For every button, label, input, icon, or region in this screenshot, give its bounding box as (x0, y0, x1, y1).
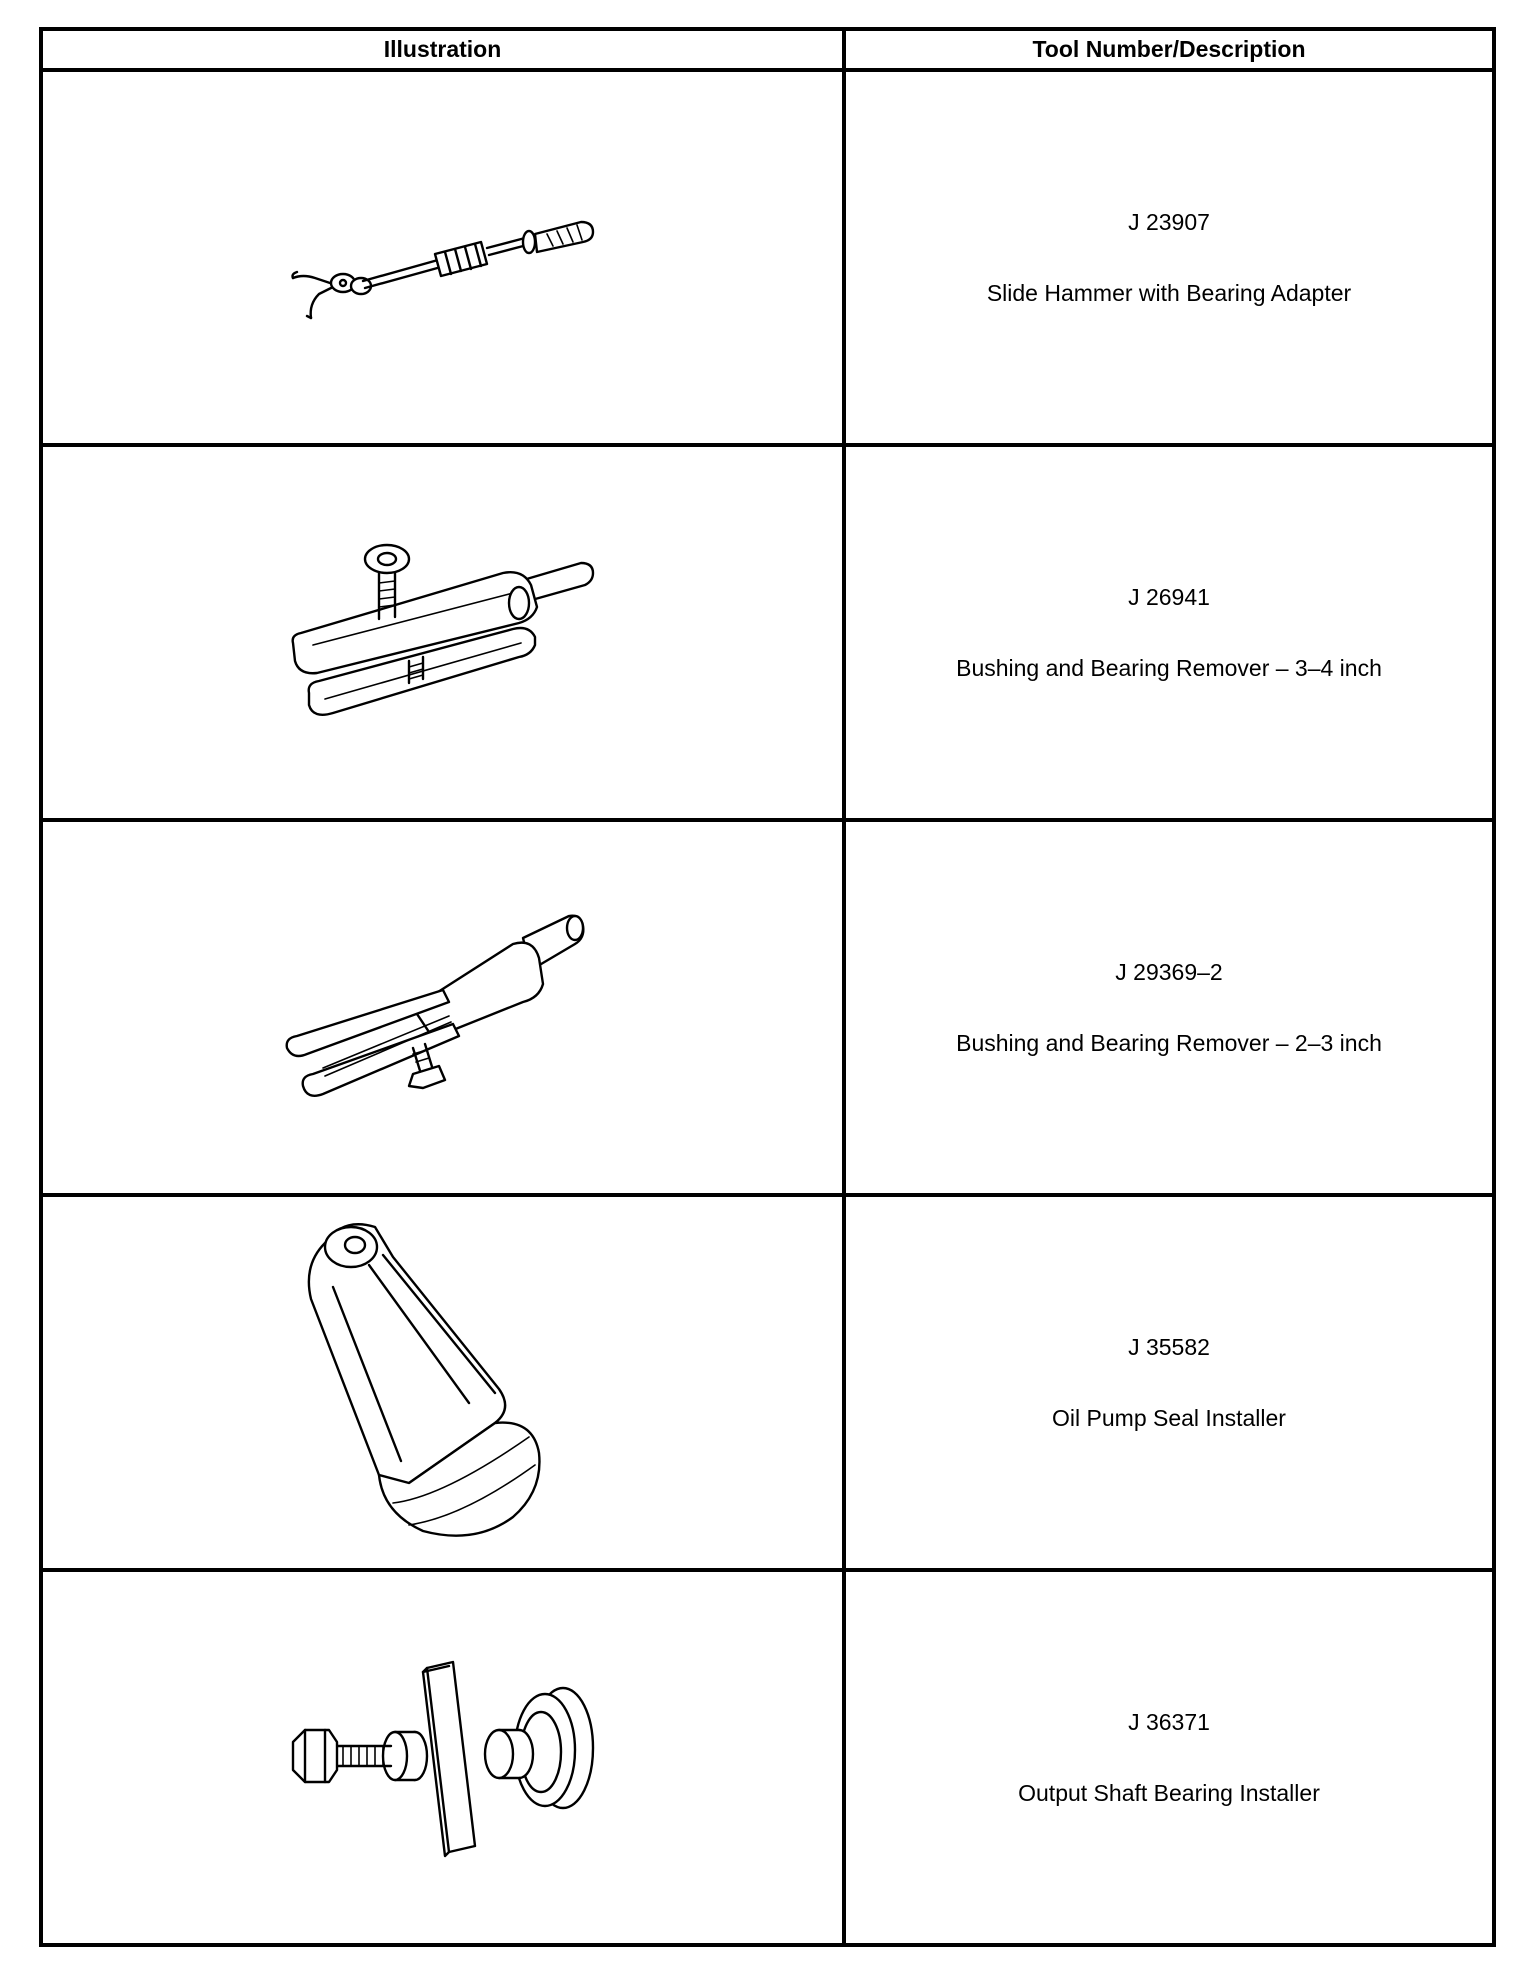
bushing-bearing-remover-small-icon (263, 898, 623, 1118)
oil-pump-seal-installer-icon (263, 1213, 623, 1553)
table-row (41, 70, 1494, 445)
tool-number: J 26941 (1128, 583, 1210, 610)
description-cell (844, 445, 1494, 820)
description-cell (844, 1195, 1494, 1570)
output-shaft-bearing-installer-icon (263, 1658, 623, 1858)
tool-description: Output Shaft Bearing Installer (1018, 1779, 1320, 1806)
tool-number: J 36371 (1128, 1708, 1210, 1735)
header-tool-number-description: Tool Number/Description (844, 29, 1494, 70)
illustration-cell (41, 1195, 844, 1570)
slide-hammer-icon (263, 188, 623, 328)
illustration-cell (41, 1570, 844, 1945)
bushing-bearing-remover-large-icon (263, 533, 623, 733)
tool-description: Bushing and Bearing Remover – 2–3 inch (956, 1029, 1382, 1056)
tool-number: J 35582 (1128, 1333, 1210, 1360)
description-cell (844, 1570, 1494, 1945)
description-cell (844, 70, 1494, 445)
tool-number: J 23907 (1128, 208, 1210, 235)
tool-description: Oil Pump Seal Installer (1052, 1404, 1286, 1431)
tool-description: Slide Hammer with Bearing Adapter (986, 279, 1352, 306)
tool-number: J 29369–2 (1115, 958, 1223, 985)
tool-description: Bushing and Bearing Remover – 3–4 inch (956, 654, 1382, 681)
illustration-cell (41, 820, 844, 1195)
illustration-cell (41, 70, 844, 445)
header-row (41, 29, 1494, 70)
header-illustration: Illustration (41, 29, 844, 70)
table-row (41, 445, 1494, 820)
illustration-cell (41, 445, 844, 820)
description-cell (844, 820, 1494, 1195)
table-row (41, 820, 1494, 1195)
special-tools-table (39, 27, 1496, 1947)
table-row (41, 1570, 1494, 1945)
table-row (41, 1195, 1494, 1570)
